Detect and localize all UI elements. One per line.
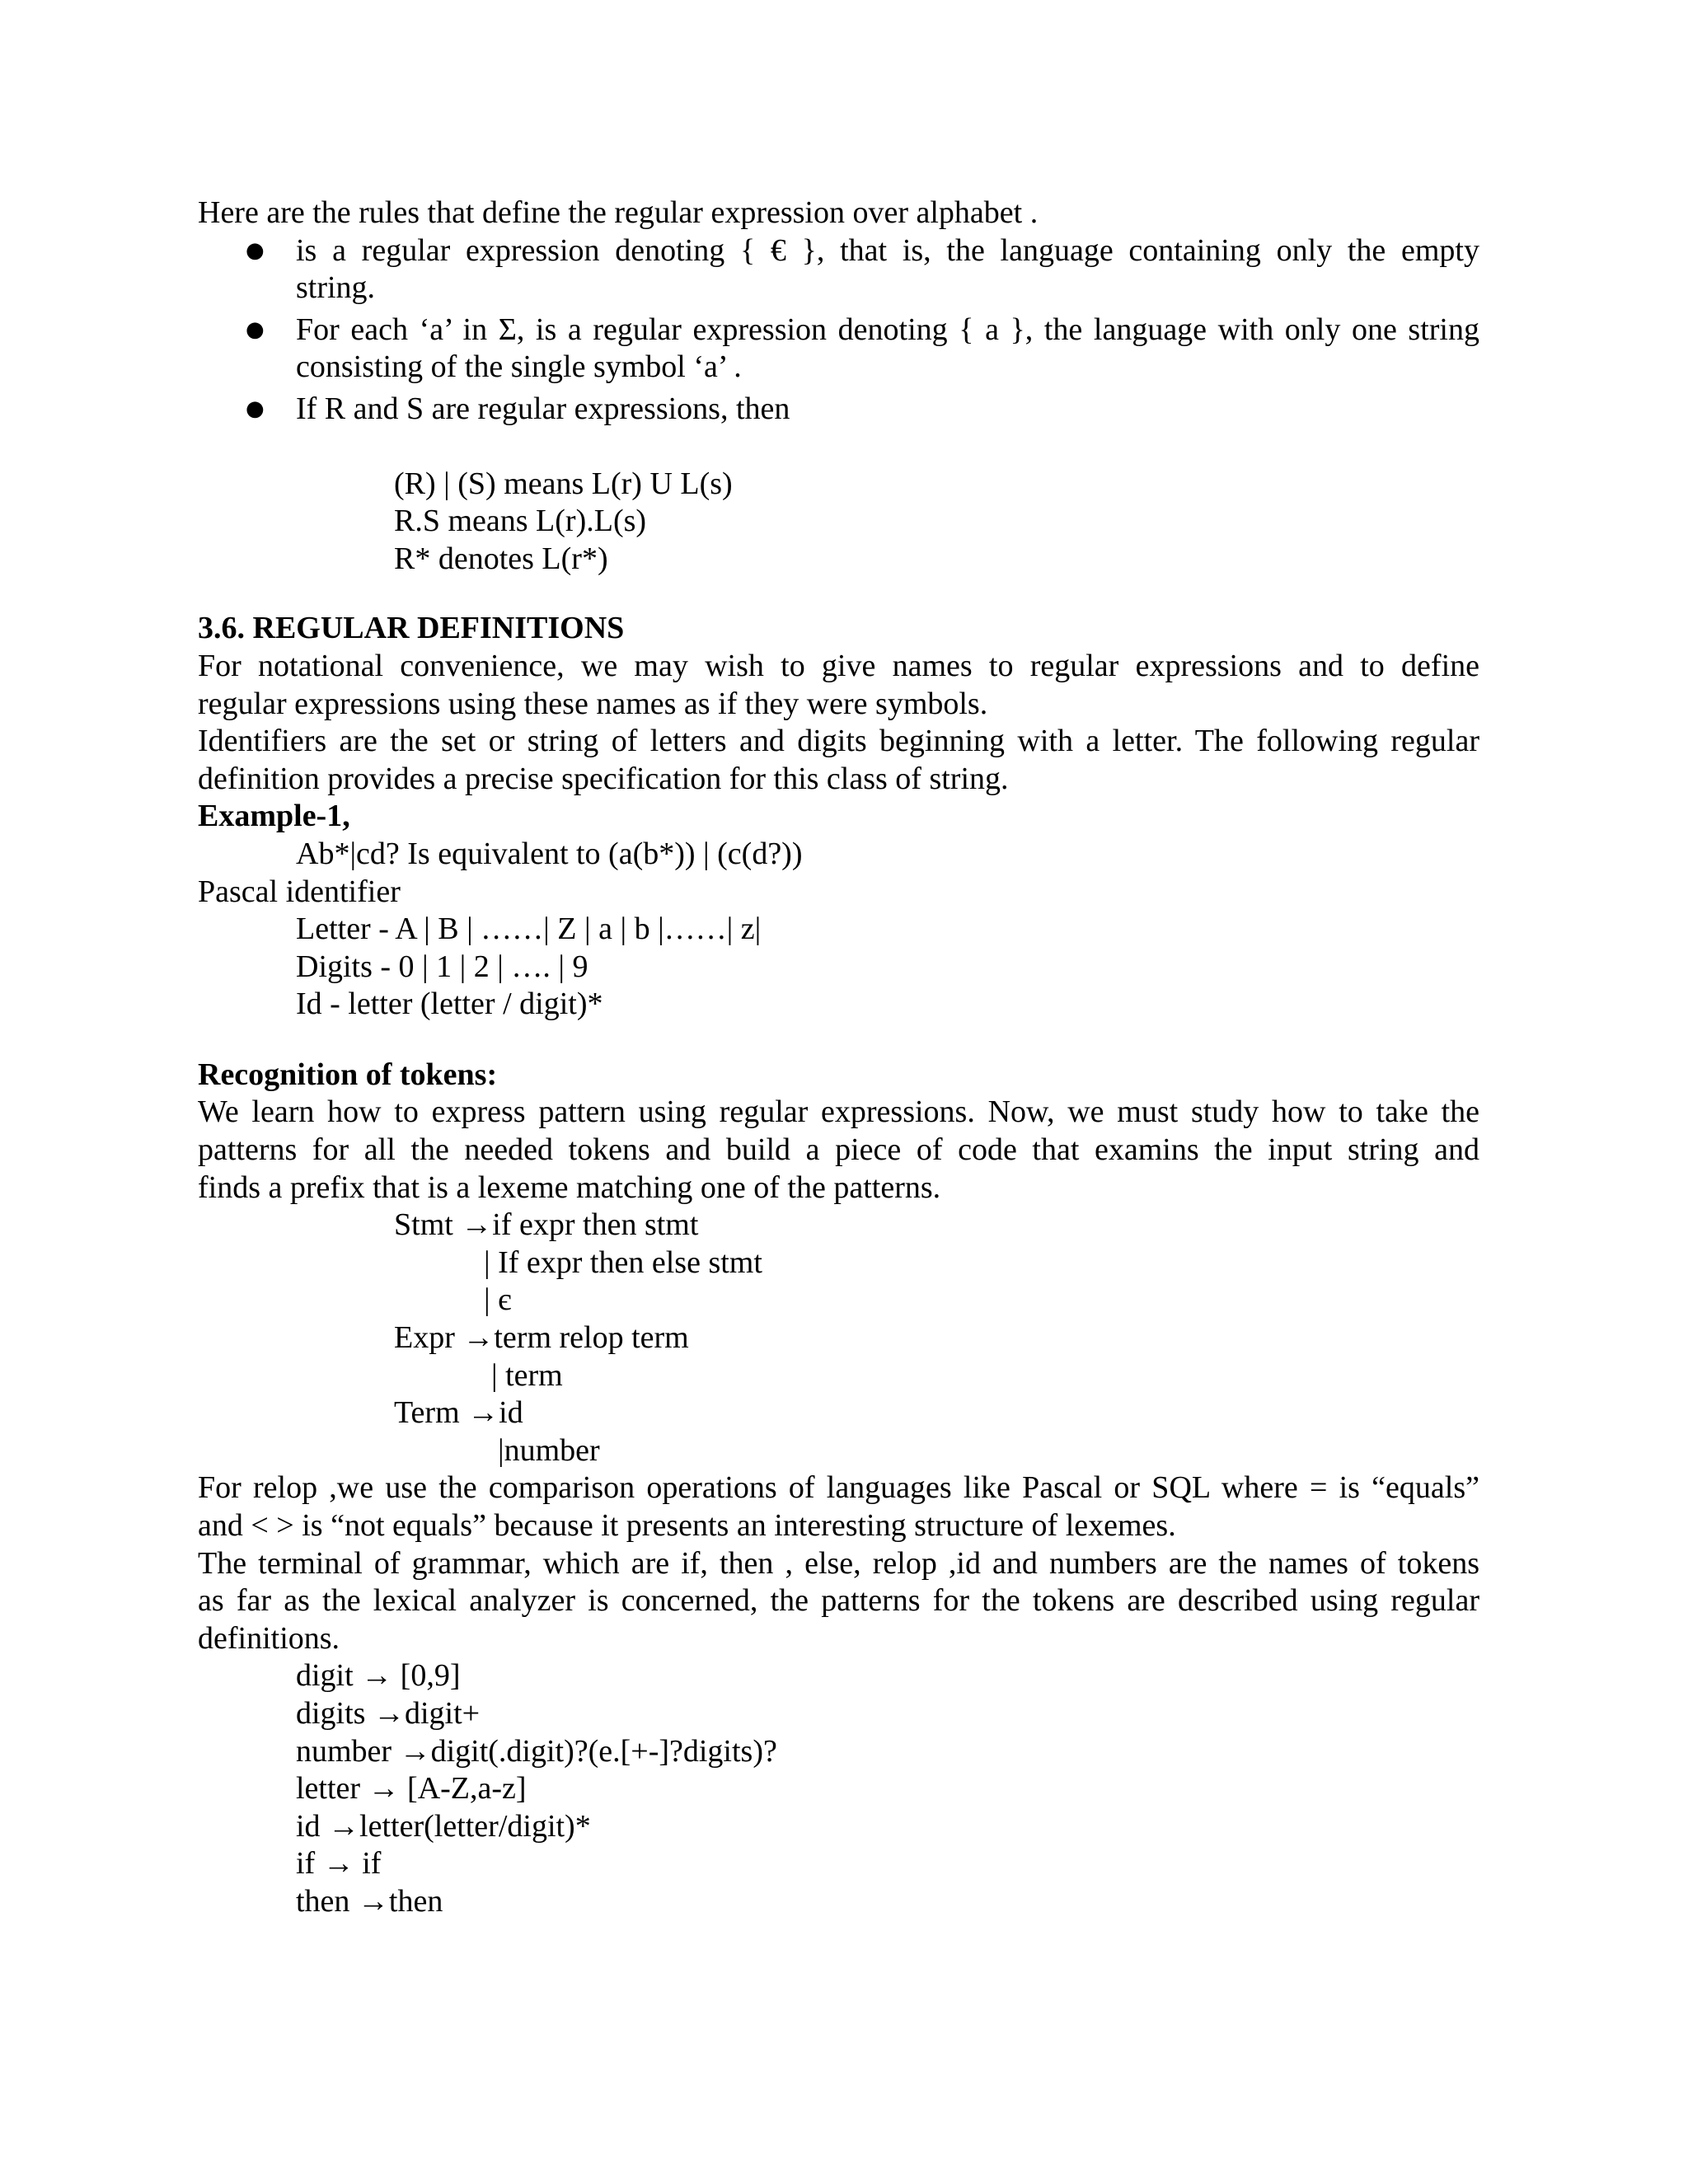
token-def: if → if [296, 1846, 382, 1882]
pascal-label: Pascal identifier [198, 874, 401, 909]
paragraph-line: definitions. [198, 1620, 340, 1656]
pascal-def: Letter - A | B | ……| Z | a | b |……| z| [296, 912, 762, 947]
paragraph-line: as far as the lexical analyzer is concerned, the patterns for the tokens are described using regular [198, 1583, 1479, 1619]
bullet-line: string. [296, 270, 376, 306]
paragraph-line: regular expressions using these names as if they were symbols. [198, 686, 988, 721]
bullet-line: For each ‘a’ in Σ, is a regular expression denoting { a }, the language with only one string [296, 312, 1479, 347]
example-line: Ab*|cd? Is equivalent to (a(b*)) | (c(d?)) [296, 836, 803, 871]
paragraph-line: Identifiers are the set or string of letters and digits beginning with a letter. The following regular [198, 724, 1479, 759]
bullet-line: is a regular expression denoting { € }, that is, the language containing only the empty [296, 232, 1479, 268]
paragraph-line: definition provides a precise specification for this class of string. [198, 761, 1009, 796]
bullet-list [198, 232, 1479, 429]
paragraph-line: For notational convenience, we may wish to give names to regular expressions and to define [198, 648, 1479, 683]
grammar-line: | If expr then else stmt [484, 1244, 762, 1280]
example-heading: Example-1, [198, 799, 350, 834]
grammar-line: Term →id [394, 1395, 523, 1431]
section-heading: 3.6. REGULAR DEFINITIONS [198, 611, 625, 646]
bullet-icon: ● [246, 237, 265, 263]
token-def: number →digit(.digit)?(e.[+-]?digits)? [296, 1733, 777, 1769]
grammar-line: Expr →term relop term [394, 1320, 689, 1356]
token-def: id →letter(letter/digit)* [296, 1808, 591, 1844]
bullet-item [198, 312, 1479, 387]
paragraph-line: The terminal of grammar, which are if, then , else, relop ,id and numbers are the names of tokens [198, 1545, 1479, 1581]
bullet-icon: ● [246, 316, 265, 342]
bullet-item [198, 391, 1479, 429]
bullet-line: If R and S are regular expressions, then [296, 391, 790, 426]
paragraph-line: We learn how to express pattern using regular expressions. Now, we must study how to take the [198, 1094, 1479, 1130]
rule-line: R.S means L(r).L(s) [394, 504, 647, 539]
intro-text: Here are the rules that define the regular expression over alphabet . [198, 195, 1039, 230]
document-page [198, 194, 1479, 1921]
pascal-def: Id - letter (letter / digit)* [296, 987, 603, 1022]
rule-line: (R) | (S) means L(r) U L(s) [394, 466, 733, 501]
bullet-line: consisting of the single symbol ‘a’ . [296, 349, 742, 385]
paragraph-line: For relop ,we use the comparison operations of languages like Pascal or SQL where = is “equals” [198, 1470, 1479, 1506]
pascal-def: Digits - 0 | 1 | 2 | …. | 9 [296, 949, 588, 984]
grammar-line: Stmt →if expr then stmt [394, 1207, 699, 1243]
rule-line: R* denotes L(r*) [394, 541, 608, 576]
token-def: letter → [A-Z,a-z] [296, 1771, 527, 1807]
paragraph-line: patterns for all the needed tokens and build a piece of code that examins the input string and [198, 1132, 1479, 1168]
token-def: digits →digit+ [296, 1695, 481, 1731]
paragraph-line: finds a prefix that is a lexeme matching one of the patterns. [198, 1169, 941, 1205]
recognition-heading: Recognition of tokens: [198, 1057, 498, 1092]
token-def: then →then [296, 1883, 443, 1919]
token-def: digit → [0,9] [296, 1658, 461, 1694]
grammar-line: | term [491, 1357, 563, 1393]
grammar-line: | є [484, 1282, 512, 1318]
bullet-icon: ● [246, 396, 265, 421]
paragraph-line: and < > is “not equals” because it presents an interesting structure of lexemes. [198, 1508, 1176, 1543]
grammar-line: |number [498, 1432, 600, 1468]
bullet-item [198, 232, 1479, 307]
